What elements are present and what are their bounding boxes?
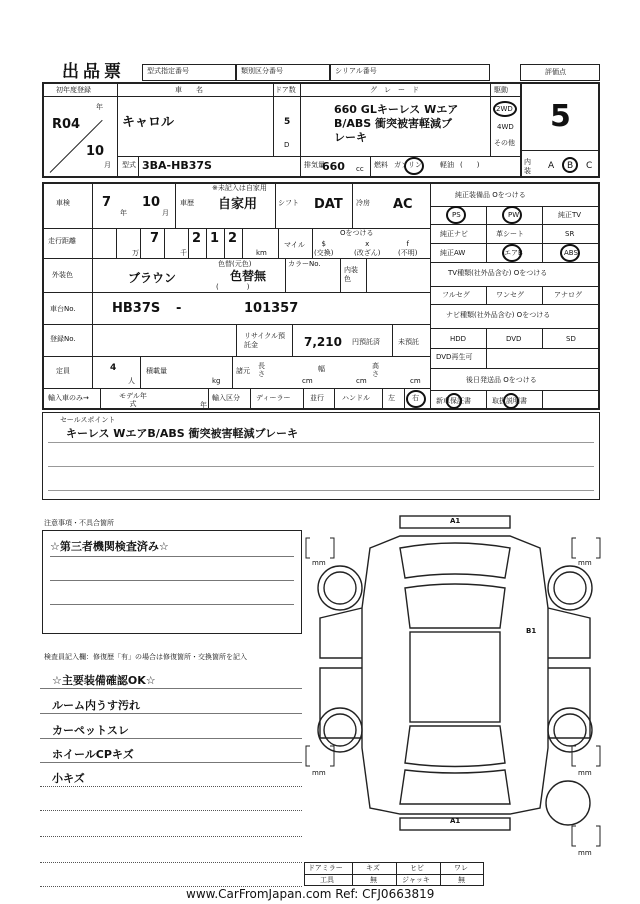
legend-tools: 工具 (320, 876, 334, 884)
navi-sd: SD (566, 335, 576, 343)
mile-label: マイル (284, 241, 305, 249)
displacement-label: 排気量 (304, 161, 325, 169)
color-change-value: 色替無 (230, 269, 267, 283)
note-item-5: 小キズ (52, 772, 85, 785)
cooler-label: 冷房 (356, 199, 370, 207)
length-label: 長さ (258, 362, 265, 378)
diesel-paren: ( ) (460, 161, 480, 169)
tv-title: TV種類(社外品含む) Oをつける (448, 269, 548, 277)
hood-shape (400, 543, 510, 578)
cc-unit: cc (356, 165, 364, 173)
shaken-month: 10 (142, 195, 161, 210)
fuel-label: 燃料 (374, 161, 388, 169)
shaken-month-unit: 月 (162, 209, 169, 217)
model-value: 3BA-HB37S (142, 159, 212, 172)
chassis-number: 101357 (244, 301, 299, 316)
load-label: 積載量 (146, 367, 167, 375)
footer-ref[interactable]: www.CarFromJapan.com Ref: CFJ0663819 (186, 887, 435, 901)
km-unit: km (256, 249, 267, 257)
recycle-label: リサイクル預託金 (244, 332, 286, 349)
serial-box (330, 64, 490, 81)
equip-pw-circle (502, 206, 522, 224)
handle-right: 右 (412, 394, 419, 402)
height-label: 高さ (372, 362, 379, 378)
equip-airbag: エアB (504, 249, 523, 257)
legend-hibi: ヒビ (410, 864, 424, 872)
note-item-2: ルーム内うす汚れ (52, 699, 140, 712)
score-label: 評価点 (545, 68, 566, 76)
inspector-label: 検査員記入欄：修復歴「有」の場合は修復箇所・交換箇所を記入 (44, 653, 247, 661)
recycle-not: 未預託 (398, 338, 419, 346)
fuel-circle (404, 157, 424, 175)
mm-right-front: mm (578, 559, 592, 567)
mileage-digit-3: 1 (210, 231, 220, 246)
car-name: キャロル (122, 115, 175, 130)
capacity-value: 4 (110, 363, 117, 373)
size-label: 諸元 (236, 367, 250, 375)
equip-navi: 純正ナビ (440, 230, 468, 238)
navi-dvd: DVD (506, 335, 522, 343)
import-type-label: 輸入区分 (212, 394, 240, 402)
equip-airbag-circle (502, 244, 522, 262)
sales-point-text: キーレス WエアB/ABS 衝突被害軽減ブレーキ (66, 427, 299, 440)
mileage-digit-1: 7 (150, 231, 160, 246)
damage-mark-side: B1 (526, 627, 537, 635)
kg-unit: kg (212, 377, 221, 385)
spare-tire (546, 781, 590, 825)
damage-mark-front: A1 (450, 517, 461, 525)
equipment-title: 純正装備品 Oをつける (455, 191, 526, 199)
first-reg-era: R04 (52, 117, 81, 132)
recycle-unit: 円預託済 (352, 338, 380, 346)
reg-no-label: 登録No. (50, 335, 76, 343)
sales-point-label: セールスポイント (60, 416, 116, 424)
width-label: 幅 (318, 365, 325, 373)
left-front-door (320, 608, 362, 658)
model-year-unit: 年 (200, 401, 207, 409)
legend-kizu: キズ (366, 864, 380, 872)
width-cm: cm (356, 377, 367, 385)
car-name-label: 車 名 (175, 86, 203, 94)
sen-unit: 千 (180, 249, 187, 257)
chassis-model: HB37S (112, 301, 161, 316)
grade-line-2: B/ABS 衝突被害軽減ブ (334, 117, 453, 130)
shift-label: シフト (278, 199, 299, 207)
navi-hdd: HDD (450, 335, 467, 343)
drive-2wd-circle (493, 101, 517, 117)
legend-jack-none: 無 (458, 876, 465, 884)
import-dealer: ディーラー (256, 394, 291, 402)
chassis-dash: - (176, 301, 182, 316)
capacity-label: 定員 (56, 367, 70, 375)
color-change-paren: ( ) (216, 283, 250, 291)
history-note: ※未記入は自家用 (212, 184, 267, 192)
roof-shape (410, 632, 500, 722)
man-unit: 万 (132, 249, 139, 257)
legend-tools-none: 無 (370, 876, 377, 884)
doors-value: 5 (284, 117, 291, 127)
later-warranty-circle (446, 393, 462, 409)
serial-label: シリアル番号 (335, 67, 377, 75)
recycle-value: 7,210 (304, 335, 342, 349)
model-label: 型式 (122, 161, 136, 169)
diesel-label: 軽油 (440, 161, 454, 169)
equip-abs: ABS (564, 249, 578, 257)
interior-c: C (586, 161, 593, 171)
import-label: 輸入車のみ→ (48, 394, 89, 402)
equip-pw: PW (508, 211, 520, 219)
sheet-title: 出品票 (62, 62, 125, 82)
mileage-label: 走行距離 (48, 237, 76, 245)
model-year-label: モデル年式 (119, 392, 147, 408)
fuel-value: ガソリン (394, 161, 422, 169)
meter-option-tamper: x (改ざん) (354, 240, 381, 257)
drive-other: その他 (494, 139, 515, 147)
score-header (520, 64, 600, 81)
color-no-label: カラーNo. (288, 260, 321, 268)
history-label: 車歴 (180, 199, 194, 207)
tv-oneseg: ワンセグ (496, 291, 524, 299)
handle-left: 左 (388, 394, 395, 402)
interior-a: A (548, 161, 555, 171)
mm-left-front: mm (312, 559, 326, 567)
interior-color-label: 内装色 (344, 266, 358, 283)
later-warranty: 新車保証書 (436, 397, 471, 405)
shaken-year: 7 (102, 195, 112, 210)
note-item-1: ☆主要装備確認OK☆ (52, 674, 156, 687)
mileage-digit-2: 2 (192, 231, 202, 246)
mileage-digit-4: 2 (228, 231, 238, 246)
trunk-shape (400, 770, 510, 804)
meter-option-exchange: $ (交換) (314, 240, 334, 257)
color-change-label: 色替(元色) (218, 260, 252, 268)
caution-text: ☆第三者機関検査済み☆ (50, 540, 169, 553)
later-manual-circle (503, 393, 519, 409)
color-label: 外装色 (52, 271, 73, 279)
ruibetsu-box (236, 64, 330, 81)
later-title: 後日発送品 Oをつける (466, 376, 537, 384)
equip-sr: SR (565, 230, 575, 238)
mm-spare: mm (578, 849, 592, 857)
legend-mirror: ドアミラー (308, 864, 343, 872)
displacement-value: 660 (322, 160, 345, 173)
windshield-shape (405, 584, 505, 628)
meter-option-unknown: f (不明) (398, 240, 418, 257)
ruibetsu-label: 類別区分番号 (241, 67, 283, 75)
tv-analog: アナログ (554, 291, 582, 299)
drive-label: 駆動 (494, 86, 508, 94)
shift-value: DAT (314, 197, 343, 212)
import-parallel: 並行 (310, 394, 324, 402)
shaken-year-unit: 年 (120, 209, 127, 217)
car-damage-diagram (300, 508, 610, 858)
equip-ps-circle (446, 206, 466, 224)
grade-line-3: レーキ (334, 131, 367, 144)
month-unit: 月 (104, 161, 111, 169)
cooler-value: AC (393, 197, 413, 212)
shaken-label: 車検 (56, 199, 70, 207)
equip-ps: PS (452, 211, 461, 219)
damage-mark-rear: A1 (450, 817, 461, 825)
legend-jack: ジャッキ (402, 876, 430, 884)
drive-2wd: 2WD (496, 105, 513, 113)
year-unit: 年 (96, 103, 103, 111)
length-cm: cm (302, 377, 313, 385)
interior-label: 内装 (524, 158, 531, 175)
person-unit: 人 (128, 377, 135, 385)
equip-abs-circle (560, 244, 580, 262)
mm-left-rear: mm (312, 769, 326, 777)
score-value: 5 (550, 99, 571, 134)
later-manual: 取扱説明書 (492, 397, 527, 405)
tv-fullseg: フルセグ (442, 291, 470, 299)
equip-aw: 純正AW (440, 249, 466, 257)
history-value: 自家用 (218, 197, 258, 212)
handle-right-circle (406, 390, 426, 408)
dvd-play-label: DVD再生可 (436, 353, 473, 361)
caution-label: 注意事項・不具合箇所 (44, 519, 114, 527)
exterior-color: ブラウン (128, 271, 177, 285)
grade-line-1: 660 GLキーレス Wエア (334, 103, 459, 116)
equip-tv: 純正TV (558, 211, 582, 219)
note-item-4: ホイールCPキズ (52, 748, 134, 761)
note-item-3: カーペットスレ (52, 724, 129, 737)
katashiki-box (142, 64, 236, 81)
mm-right-rear: mm (578, 769, 592, 777)
doors-label: ドア数 (275, 86, 296, 94)
first-reg-label: 初年度登録 (56, 86, 91, 94)
equip-leather: 革シート (496, 230, 524, 238)
doors-d: D (284, 141, 290, 149)
height-cm: cm (410, 377, 421, 385)
navi-title: ナビ種類(社外品含む) Oをつける (446, 311, 551, 319)
katashiki-label: 型式指定番号 (147, 67, 189, 75)
grade-label: グ レ ー ド (370, 86, 419, 94)
chassis-label: 車台No. (50, 305, 76, 313)
interior-b: B (567, 161, 574, 171)
drive-4wd: 4WD (497, 123, 514, 131)
sales-point-block (42, 412, 600, 500)
first-reg-month: 10 (86, 144, 105, 159)
meter-circle-note: Oをつける (340, 229, 374, 237)
legend-ware: ワレ (454, 864, 468, 872)
handle-label: ハンドル (342, 394, 370, 402)
interior-b-circle (562, 157, 578, 173)
right-front-door (548, 608, 590, 658)
rear-window-shape (405, 726, 505, 767)
